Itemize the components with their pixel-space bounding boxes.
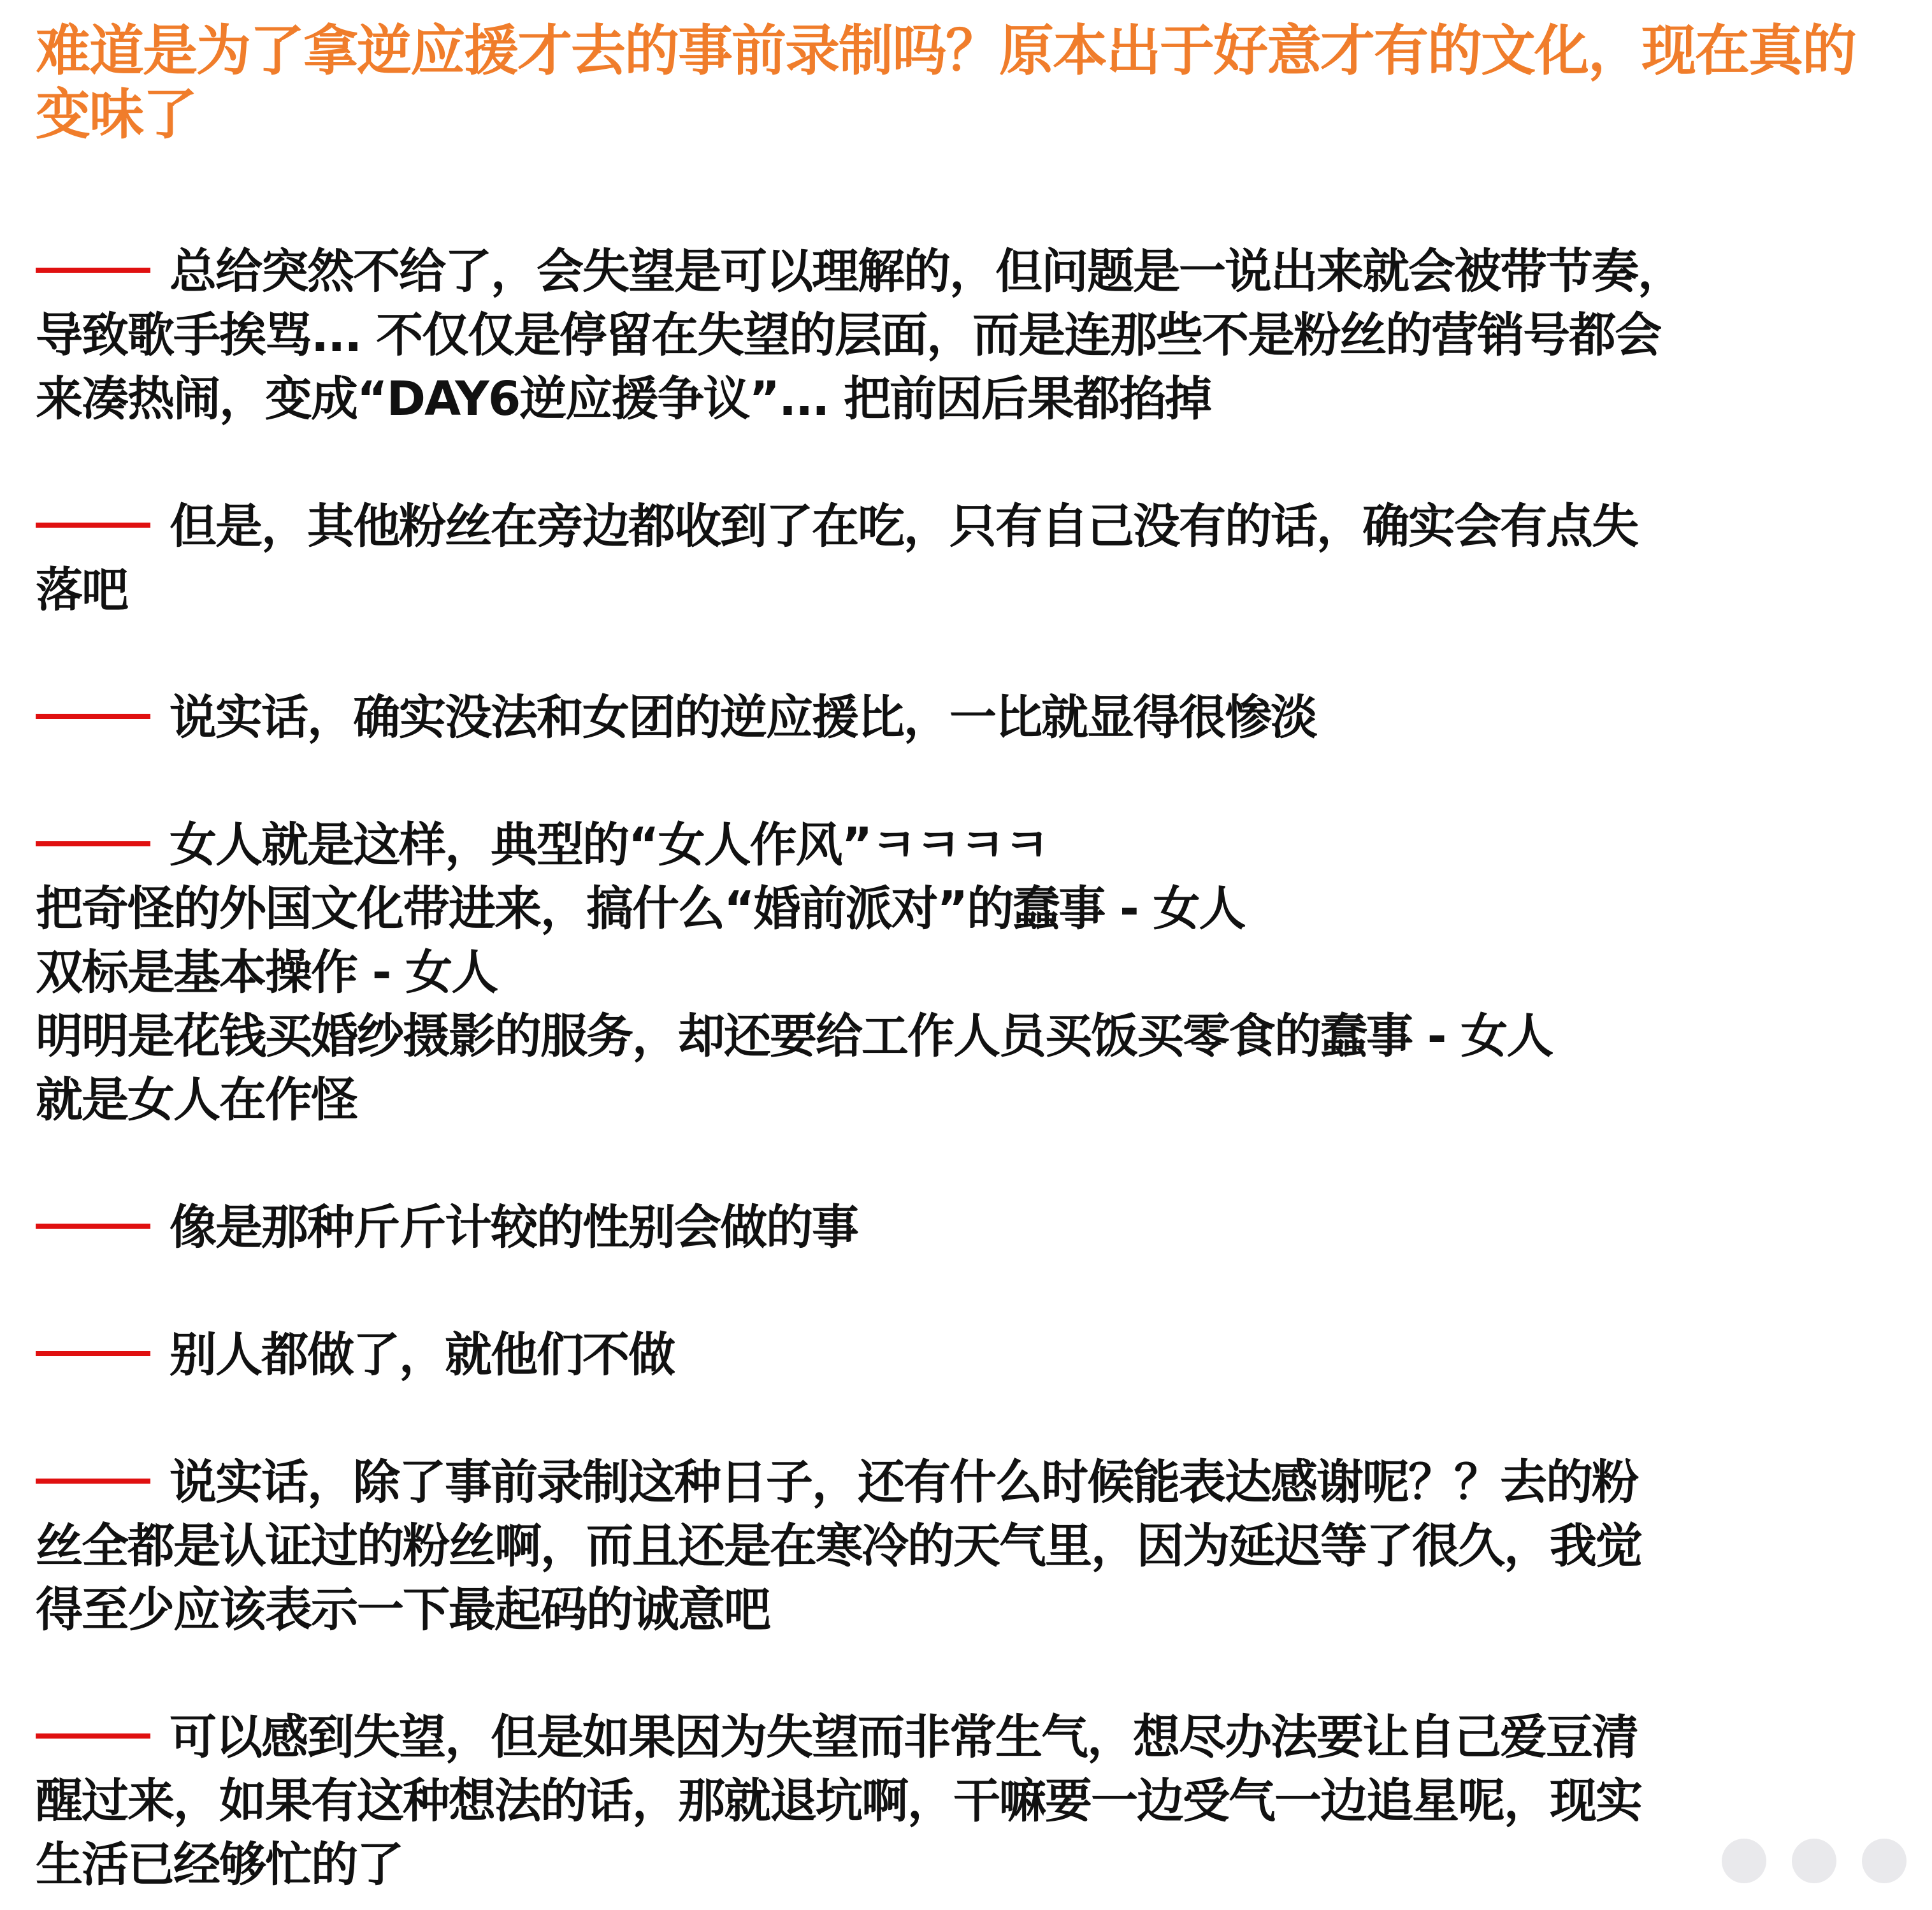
comment-item xyxy=(36,240,1903,431)
comment-text: 但是，其他粉丝在旁边都收到了在吃，只有自己没有的话，确实会有点失 xyxy=(169,499,1638,554)
comment-text: 总给突然不给了，会失望是可以理解的，但问题是一说出来就会被带节奏， xyxy=(169,244,1683,299)
comment-dash-marker xyxy=(36,523,150,528)
comment-line: 得至少应该表示一下最起码的诚意吧 xyxy=(36,1582,770,1637)
comment-line xyxy=(36,1196,1903,1259)
comment-line: 把奇怪的外国文化带进来，搞什么“婚前派对”的蠢事 - 女人 xyxy=(36,881,1245,936)
comment-text: 可以感到失望，但是如果因为失望而非常生气，想尽办法要让自己爱豆清 xyxy=(169,1710,1638,1765)
comment-line xyxy=(36,813,1903,877)
comment-item xyxy=(36,813,1903,1132)
comment-line: 双标是基本操作 - 女人 xyxy=(36,945,498,1000)
watermark-dot xyxy=(1792,1839,1836,1883)
comment-text: 说实话，确实没法和女团的逆应援比，一比就显得很惨淡 xyxy=(169,690,1316,745)
comment-line: 就是女人在作怪 xyxy=(36,1073,357,1127)
document-page xyxy=(36,19,1903,1897)
page-title: 难道是为了拿逆应援才去的事前录制吗？原本出于好意才有的文化，现在真的变味了 xyxy=(36,19,1856,147)
comment-dash-marker xyxy=(36,1351,150,1356)
comment-dash-marker xyxy=(36,1479,150,1484)
watermark xyxy=(1722,1839,1913,1883)
comment-line xyxy=(36,495,1903,558)
comment-line: 生活已经够忙的了 xyxy=(36,1837,403,1892)
comment-line xyxy=(36,1451,1903,1514)
comment-text: 别人都做了，就他们不做 xyxy=(169,1328,674,1382)
comment-item xyxy=(36,1705,1903,1897)
comment-line xyxy=(36,1323,1903,1387)
comment-list xyxy=(36,240,1903,1897)
comment-line: 来凑热闹，变成“DAY6逆应援争议”... 把前因后果都掐掉 xyxy=(36,372,1211,426)
comment-text: 女人就是这样，典型的“女人作风”ㅋㅋㅋㅋ xyxy=(169,818,1049,872)
comment-dash-marker xyxy=(36,841,150,846)
comment-line xyxy=(36,686,1903,749)
comment-item xyxy=(36,686,1903,749)
comment-line: 明明是花钱买婚纱摄影的服务，却还要给工作人员买饭买零食的蠢事 - 女人 xyxy=(36,1009,1553,1064)
comment-item xyxy=(36,1451,1903,1642)
comment-dash-marker xyxy=(36,1224,150,1229)
comment-dash-marker xyxy=(36,714,150,719)
watermark-dot xyxy=(1862,1839,1907,1883)
comment-item xyxy=(36,1323,1903,1387)
comment-line xyxy=(36,1705,1903,1769)
comment-line: 导致歌手挨骂... 不仅仅是停留在失望的层面，而是连那些不是粉丝的营销号都会 xyxy=(36,308,1661,363)
comment-item xyxy=(36,495,1903,622)
comment-text: 说实话，除了事前录制这种日子，还有什么时候能表达感谢呢？？去的粉 xyxy=(169,1455,1638,1510)
comment-item xyxy=(36,1196,1903,1259)
comment-dash-marker xyxy=(36,1733,150,1739)
comment-line: 落吧 xyxy=(36,563,127,618)
comment-line: 丝全都是认证过的粉丝啊，而且还是在寒冷的天气里，因为延迟等了很久，我觉 xyxy=(36,1519,1641,1574)
comment-text: 像是那种斤斤计较的性别会做的事 xyxy=(169,1200,858,1255)
comment-line: 醒过来，如果有这种想法的话，那就退坑啊，干嘛要一边受气一边追星呢，现实 xyxy=(36,1774,1641,1828)
comment-line xyxy=(36,240,1903,303)
watermark-dot xyxy=(1722,1839,1766,1883)
comment-dash-marker xyxy=(36,268,150,273)
